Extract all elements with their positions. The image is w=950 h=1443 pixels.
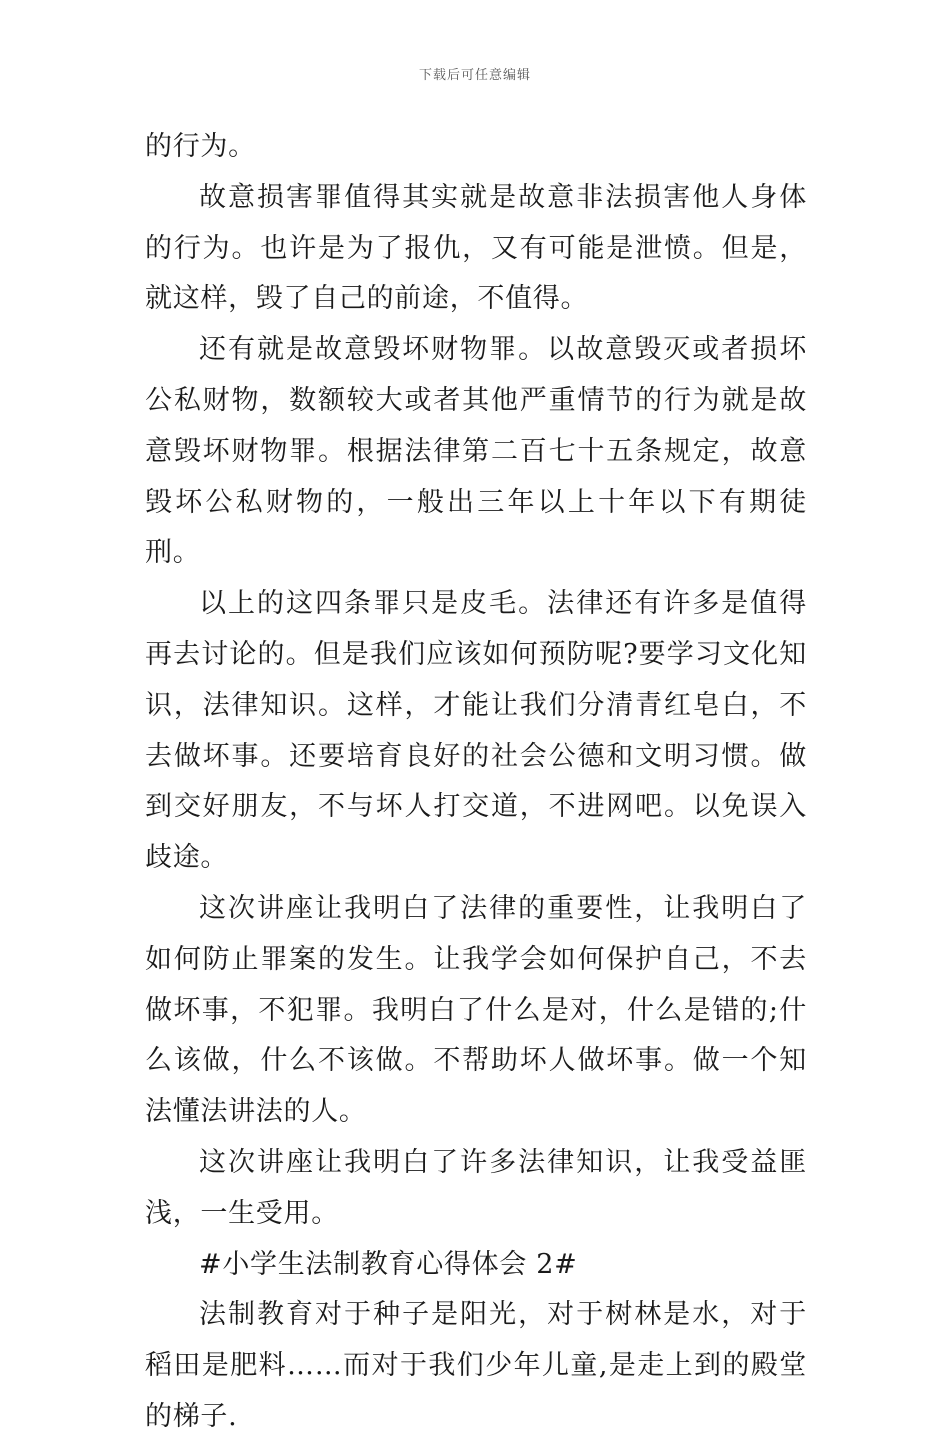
paragraph-4: 以上的这四条罪只是皮毛。法律还有许多是值得再去讨论的。但是我们应该如何预防呢?要学习文化知识，法律知识。这样，才能让我们分清青红皂白，不去做坏事。还要培育良好的社会公德和文明习惯。做到交好朋友，不与坏人打交道，不进网吧。以免误入歧途。 [145,588,807,874]
paragraph-2: 故意损害罪值得其实就是故意非法损害他人身体的行为。也许是为了报仇，又有可能是泄愤。但是，就这样，毁了自己的前途，不值得。 [145,181,807,315]
paragraph-5: 这次讲座让我明白了法律的重要性，让我明白了如何防止罪案的发生。让我学会如何保护自己，不去做坏事，不犯罪。我明白了什么是对，什么是错的;什么该做，什么不该做。不帮助坏人做坏事。做一个知法懂法讲法的人。 [145,892,807,1128]
section-heading: #小学生法制教育心得体会 2# [199,1248,578,1280]
paragraph-1: 的行为。 [145,131,256,162]
document-body [145,122,807,1443]
paragraph-3: 还有就是故意毁坏财物罪。以故意毁灭或者损坏公私财物，数额较大或者其他严重情节的行为就是故意毁坏财物罪。根据法律第二百七十五条规定，故意毁坏公私财物的，一般出三年以上十年以下有期徒刑。 [145,334,807,569]
paragraph-7: 法制教育对于种子是阳光，对于树林是水，对于稻田是肥料……而对于我们少年儿童,是走上到的殿堂的梯子. [145,1299,807,1432]
paragraph-6: 这次讲座让我明白了许多法律知识，让我受益匪浅，一生受用。 [145,1146,807,1229]
page-header: 下载后可任意编辑 [418,68,531,83]
